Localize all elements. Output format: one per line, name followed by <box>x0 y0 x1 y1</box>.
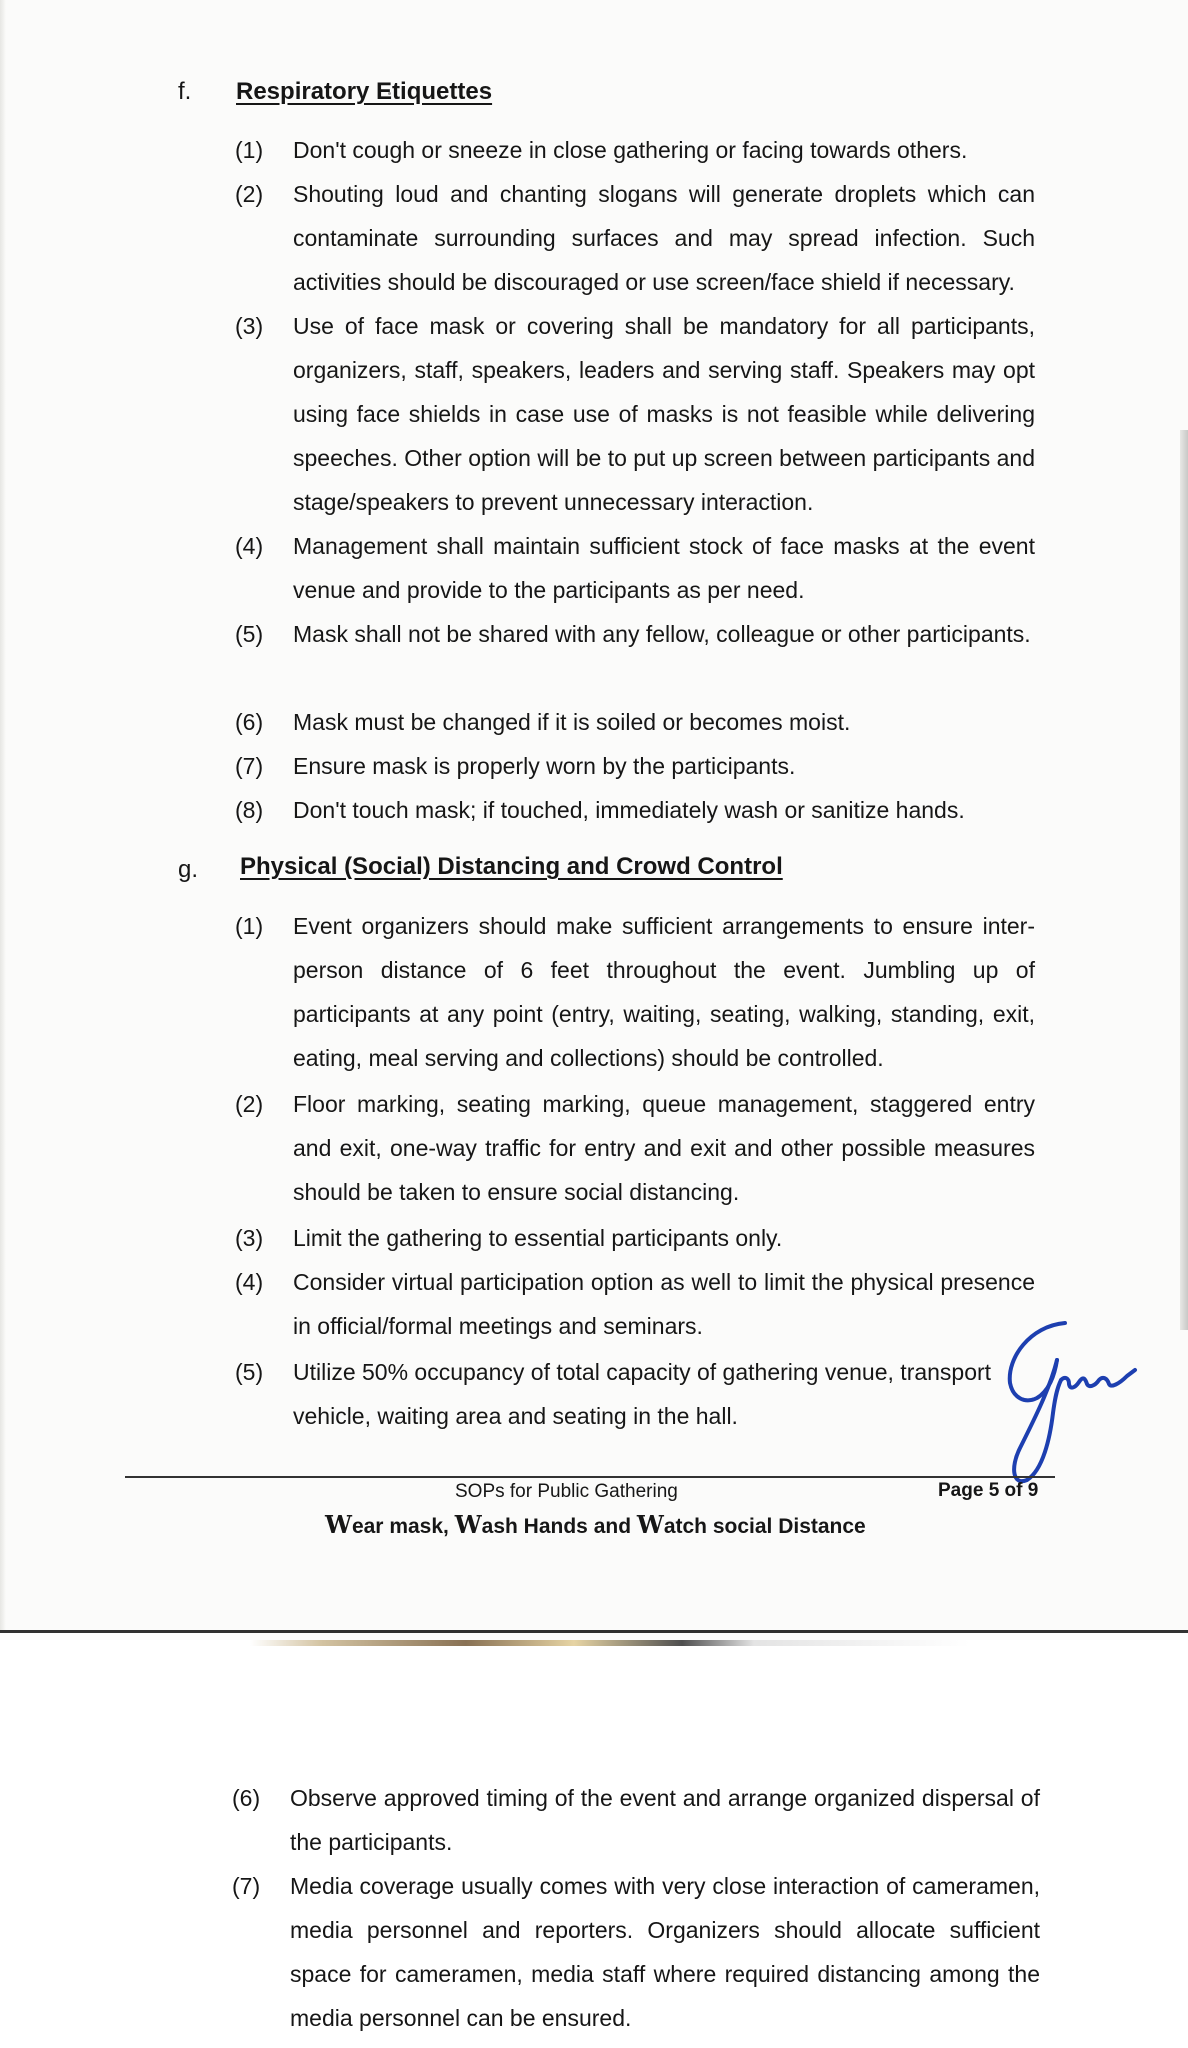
item-number: (1) <box>235 913 264 939</box>
page-shadow <box>0 0 6 1630</box>
slogan-text: ear mask, <box>351 1515 455 1538</box>
item-number: (1) <box>235 137 264 163</box>
item-text: Use of face mask or covering shall be mandatory for all participants, organizers, staff, speakers, leaders and serving staff. Speakers may opt using face shields in case use of masks is not feasible while delivering speeches. Other option will be to put up screen between participants and stage/speakers to prevent unnecessary interaction. <box>293 313 1035 515</box>
item-number: (2) <box>235 1091 264 1117</box>
item-number: (7) <box>235 753 264 779</box>
item-number: (3) <box>235 1225 264 1251</box>
slogan-text: atch social Distance <box>663 1515 866 1538</box>
item-text: Don't touch mask; if touched, immediately wash or sanitize hands. <box>293 797 965 823</box>
item-text: Limit the gathering to essential participants only. <box>293 1225 783 1251</box>
item-number: (4) <box>235 1269 264 1295</box>
slogan-initial: W <box>325 1510 352 1539</box>
page-separator <box>0 1630 1188 1633</box>
section-f-letter: f. <box>178 78 192 105</box>
item-text: Consider virtual participation option as well to limit the physical presence in official/formal meetings and seminars. <box>293 1269 1035 1339</box>
section-f-heading: Respiratory Etiquettes <box>236 78 493 105</box>
signature-image <box>995 1318 1140 1493</box>
item-number: (4) <box>235 533 264 559</box>
footer-slogan <box>325 1510 866 1539</box>
item-text: Mask must be changed if it is soiled or becomes moist. <box>293 709 851 735</box>
section-g-letter: g. <box>178 856 199 883</box>
item-number: (5) <box>235 621 264 647</box>
item-text: Observe approved timing of the event and arrange organized dispersal of the participants. <box>290 1785 1040 1855</box>
item-text: Floor marking, seating marking, queue management, staggered entry and exit, one-way traffic for entry and exit and other possible measures should be taken to ensure social distancing. <box>293 1091 1035 1205</box>
item-number: (7) <box>232 1873 261 1899</box>
scan-streak <box>250 1640 970 1646</box>
slogan-text: ash Hands and <box>481 1515 637 1538</box>
item-text: Don't cough or sneeze in close gathering or facing towards others. <box>293 137 968 163</box>
page-number: Page 5 of 9 <box>938 1480 1039 1501</box>
section-g-heading: Physical (Social) Distancing and Crowd Control <box>240 853 783 880</box>
item-number: (5) <box>235 1359 264 1385</box>
item-text: Management shall maintain sufficient stock of face masks at the event venue and provide to the participants as per need. <box>293 533 1035 603</box>
item-text: Mask shall not be shared with any fellow, colleague or other participants. <box>293 621 1031 647</box>
page-edge-shadow <box>1180 430 1188 1330</box>
slogan-initial: W <box>636 1510 664 1539</box>
footer-rule <box>125 1476 1055 1478</box>
footer-title: SOPs for Public Gathering <box>455 1481 678 1502</box>
slogan-initial: W <box>454 1510 482 1539</box>
item-text: Shouting loud and chanting slogans will generate droplets which can contaminate surrounding surfaces and may spread infection. Such activities should be discouraged or use screen/face shield if necessary. <box>293 181 1035 295</box>
item-text: Ensure mask is properly worn by the participants. <box>293 753 796 779</box>
item-text: Utilize 50% occupancy of total capacity of gathering venue, transport vehicle, waiting area and seating in the hall. <box>293 1359 992 1429</box>
item-number: (3) <box>235 313 264 339</box>
item-number: (6) <box>235 709 264 735</box>
item-text: Media coverage usually comes with very close interaction of cameramen, media personnel and reporters. Organizers should allocate sufficient space for cameramen, media staff where required distancing among the media personnel can be ensured. <box>290 1873 1040 2031</box>
item-number: (6) <box>232 1785 261 1811</box>
item-number: (2) <box>235 181 264 207</box>
item-number: (8) <box>235 797 264 823</box>
item-text: Event organizers should make sufficient arrangements to ensure inter-person distance of 6 feet throughout the event. Jumbling up of participants at any point (entry, waiting, seating, walking, standing, exit, eating, meal serving and collections) should be controlled. <box>293 913 1035 1071</box>
